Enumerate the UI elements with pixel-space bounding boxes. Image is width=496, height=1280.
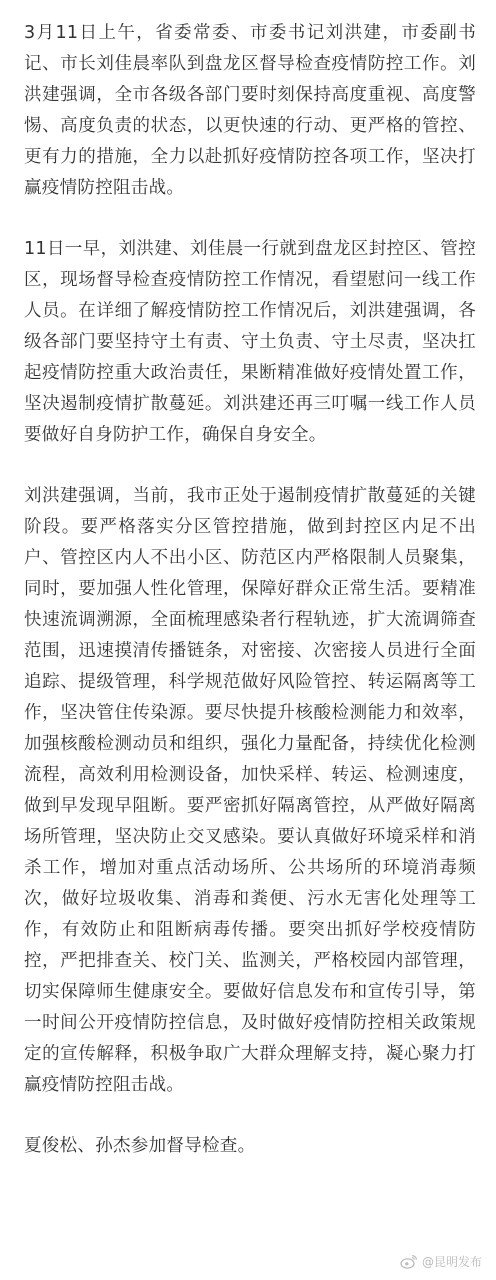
article-paragraph-2: 11日一早，刘洪建、刘佳晨一行就到盘龙区封控区、管控区，现场督导检查疫情防控工作情况，看望慰问一线工作人员。在详细了解疫情防控工作情况后，刘洪建强调，各级各部门要坚持守土有责、守土负责、守土尽责，坚决扛起疫情防控重大政治责任，果断精准做好疫情处置工作，坚决遏制疫情扩散蔓延。刘洪建还再三叮嘱一线工作人员要做好自身防护工作，确保自身安全。 (24, 239, 476, 445)
weibo-watermark (400, 1253, 482, 1270)
watermark-text: @昆明发布 (421, 1255, 482, 1269)
article-paragraph-1: 3月11日上午，省委常委、市委书记刘洪建，市委副书记、市长刘佳晨率队到盘龙区督导检查疫情防控工作。刘洪建强调，全市各级各部门要时刻保持高度重视、高度警惕、高度负责的状态，以更快速的行动、更严格的管控、更有力的措施，全力以赴抓好疫情防控各项工作，坚决打赢疫情防控阻击战。 (24, 23, 476, 198)
weibo-logo-icon (400, 1254, 418, 1269)
article-body (24, 18, 476, 1162)
article-paragraph-4: 夏俊松、孙杰参加督导检查。 (24, 1136, 256, 1156)
article-paragraph-3: 刘洪建强调，当前，我市正处于遏制疫情扩散蔓延的关键阶段。要严格落实分区管控措施，做到封控区内足不出户、管控区内人不出小区、防范区内严格限制人员聚集，同时，要加强人性化管理，保障好群众正常生活。要精准快速流调溯源，全面梳理感染者行程轨迹，扩大流调筛查范围，迅速摸清传播链条，对密接、次密接人员进行全面追踪、提级管理，科学规范做好风险管控、转运隔离等工作，坚决管住传染源。要尽快提升核酸检测能力和效率，加强核酸检测动员和组织，强化力量配备，持续优化检测流程，高效利用检测设备，加快采样、转运、检测速度，做到早发现早阻断。要严密抓好隔离管控，从严做好隔离场所管理，坚决防止交叉感染。要认真做好环境采样和消杀工作，增加对重点活动场所、公共场所的环境消毒频次，做好垃圾收集、消毒和粪便、污水无害化处理等工作，有效防止和阻断病毒传播。要突出抓好学校疫情防控，严把排查关、校门关、监测关，严格校园内部管理，切实保障师生健康安全。要做好信息发布和宣传引导，第一时间公开疫情防控信息，及时做好疫情防控相关政策规定的宣传解释，积极争取广大群众理解支持，凝心聚力打赢疫情防控阻击战。 (24, 486, 476, 1095)
